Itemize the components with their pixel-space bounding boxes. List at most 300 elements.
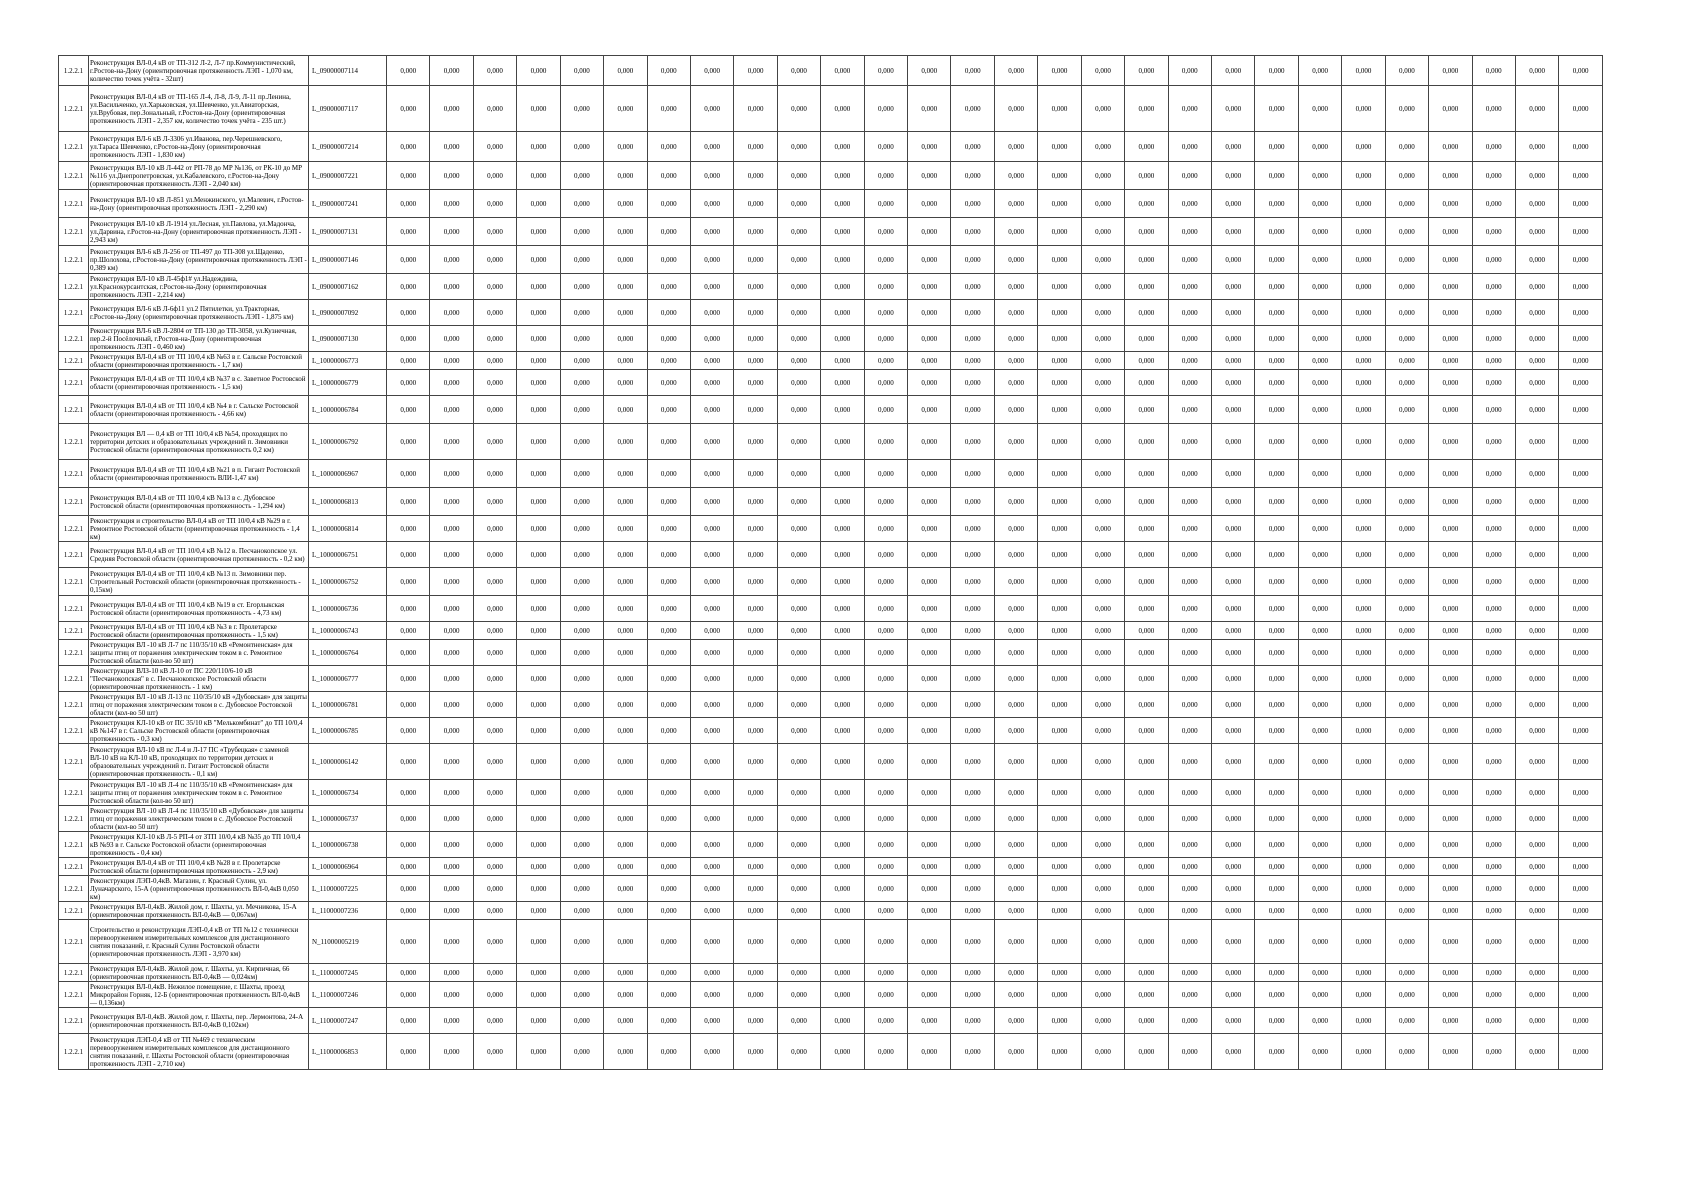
- value-cell: 0,000: [1125, 132, 1168, 162]
- value-cell: 0,000: [1081, 876, 1124, 902]
- value-cell: 0,000: [777, 568, 820, 596]
- value-cell: 0,000: [387, 718, 430, 744]
- value-cell: 0,000: [1298, 246, 1341, 274]
- value-cell: 0,000: [864, 1008, 907, 1034]
- value-cell: 0,000: [560, 666, 603, 692]
- value-cell: 0,000: [1255, 370, 1298, 396]
- value-cell: 0,000: [908, 964, 951, 982]
- value-cell: 0,000: [908, 640, 951, 666]
- value-cell: 0,000: [560, 568, 603, 596]
- value-cell: 0,000: [1342, 832, 1385, 858]
- value-cell: 0,000: [517, 370, 560, 396]
- table-row: [59, 246, 1603, 274]
- value-cell: 0,000: [734, 542, 777, 568]
- value-cell: 0,000: [821, 780, 864, 806]
- value-cell: 0,000: [1385, 396, 1428, 424]
- value-cell: 0,000: [1081, 964, 1124, 982]
- value-cell: 0,000: [1255, 300, 1298, 326]
- value-cell: 0,000: [560, 780, 603, 806]
- value-cell: 0,000: [387, 622, 430, 640]
- value-cell: 0,000: [1429, 806, 1472, 832]
- value-cell: 0,000: [1342, 596, 1385, 622]
- value-cell: 0,000: [560, 274, 603, 300]
- value-cell: 0,000: [951, 876, 994, 902]
- value-cell: 0,000: [1429, 516, 1472, 542]
- value-cell: 0,000: [951, 902, 994, 920]
- value-cell: 0,000: [387, 370, 430, 396]
- value-cell: 0,000: [387, 920, 430, 964]
- table-row: [59, 780, 1603, 806]
- value-cell: 0,000: [951, 920, 994, 964]
- value-cell: 0,000: [604, 246, 647, 274]
- value-cell: 0,000: [647, 780, 690, 806]
- value-cell: 0,000: [1342, 424, 1385, 460]
- value-cell: 0,000: [734, 622, 777, 640]
- value-cell: 0,000: [1515, 246, 1558, 274]
- value-cell: 0,000: [1168, 832, 1211, 858]
- value-cell: 0,000: [777, 300, 820, 326]
- value-cell: 0,000: [473, 326, 516, 352]
- value-cell: 0,000: [951, 274, 994, 300]
- project-code-cell: L_10000006751: [309, 542, 387, 568]
- value-cell: 0,000: [1038, 246, 1081, 274]
- value-cell: 0,000: [604, 1008, 647, 1034]
- value-cell: 0,000: [473, 982, 516, 1008]
- value-cell: 0,000: [994, 352, 1037, 370]
- value-cell: 0,000: [473, 780, 516, 806]
- value-cell: 0,000: [908, 744, 951, 780]
- value-cell: 0,000: [1472, 424, 1515, 460]
- value-cell: 0,000: [1081, 396, 1124, 424]
- value-cell: 0,000: [1168, 246, 1211, 274]
- value-cell: 0,000: [517, 132, 560, 162]
- value-cell: 0,000: [1255, 806, 1298, 832]
- value-cell: 0,000: [994, 190, 1037, 218]
- value-cell: 0,000: [517, 162, 560, 190]
- value-cell: 0,000: [777, 982, 820, 1008]
- value-cell: 0,000: [517, 326, 560, 352]
- value-cell: 0,000: [387, 1034, 430, 1070]
- value-cell: 0,000: [1255, 692, 1298, 718]
- value-cell: 0,000: [734, 516, 777, 542]
- value-cell: 0,000: [647, 1008, 690, 1034]
- value-cell: 0,000: [1342, 640, 1385, 666]
- value-cell: 0,000: [560, 622, 603, 640]
- value-cell: 0,000: [821, 246, 864, 274]
- value-cell: 0,000: [908, 596, 951, 622]
- table-row: [59, 718, 1603, 744]
- value-cell: 0,000: [1559, 858, 1602, 876]
- value-cell: 0,000: [1342, 1008, 1385, 1034]
- table-row: [59, 190, 1603, 218]
- project-code-cell: L_09000007117: [309, 86, 387, 132]
- value-cell: 0,000: [1081, 640, 1124, 666]
- value-cell: 0,000: [387, 832, 430, 858]
- value-cell: 0,000: [647, 56, 690, 86]
- value-cell: 0,000: [1081, 56, 1124, 86]
- value-cell: 0,000: [1429, 460, 1472, 488]
- value-cell: 0,000: [1559, 832, 1602, 858]
- row-index-cell: 1.2.2.1: [59, 1034, 89, 1070]
- row-index-cell: 1.2.2.1: [59, 806, 89, 832]
- value-cell: 0,000: [1429, 640, 1472, 666]
- table-row: [59, 1034, 1603, 1070]
- value-cell: 0,000: [1472, 622, 1515, 640]
- value-cell: 0,000: [1342, 982, 1385, 1008]
- value-cell: 0,000: [1559, 300, 1602, 326]
- value-cell: 0,000: [387, 666, 430, 692]
- value-cell: 0,000: [864, 542, 907, 568]
- value-cell: 0,000: [951, 1034, 994, 1070]
- value-cell: 0,000: [734, 190, 777, 218]
- value-cell: 0,000: [1342, 246, 1385, 274]
- value-cell: 0,000: [387, 352, 430, 370]
- value-cell: 0,000: [951, 692, 994, 718]
- value-cell: 0,000: [1298, 56, 1341, 86]
- value-cell: 0,000: [1255, 132, 1298, 162]
- value-cell: 0,000: [517, 718, 560, 744]
- value-cell: 0,000: [864, 424, 907, 460]
- value-cell: 0,000: [994, 86, 1037, 132]
- table-row: [59, 86, 1603, 132]
- table-row: [59, 488, 1603, 516]
- table-row: [59, 806, 1603, 832]
- value-cell: 0,000: [1168, 640, 1211, 666]
- value-cell: 0,000: [387, 246, 430, 274]
- value-cell: 0,000: [1559, 86, 1602, 132]
- value-cell: 0,000: [1472, 274, 1515, 300]
- project-code-cell: L_10000006773: [309, 352, 387, 370]
- value-cell: 0,000: [473, 692, 516, 718]
- value-cell: 0,000: [1429, 488, 1472, 516]
- value-cell: 0,000: [1515, 56, 1558, 86]
- value-cell: 0,000: [1038, 132, 1081, 162]
- value-cell: 0,000: [1472, 542, 1515, 568]
- value-cell: 0,000: [1255, 1034, 1298, 1070]
- value-cell: 0,000: [387, 858, 430, 876]
- value-cell: 0,000: [777, 516, 820, 542]
- value-cell: 0,000: [951, 326, 994, 352]
- value-cell: 0,000: [1385, 666, 1428, 692]
- value-cell: 0,000: [1472, 692, 1515, 718]
- value-cell: 0,000: [560, 596, 603, 622]
- value-cell: 0,000: [994, 542, 1037, 568]
- value-cell: 0,000: [1168, 876, 1211, 902]
- value-cell: 0,000: [1385, 132, 1428, 162]
- value-cell: 0,000: [864, 780, 907, 806]
- value-cell: 0,000: [1559, 1008, 1602, 1034]
- value-cell: 0,000: [430, 132, 473, 162]
- value-cell: 0,000: [1212, 596, 1255, 622]
- value-cell: 0,000: [1472, 132, 1515, 162]
- value-cell: 0,000: [1255, 920, 1298, 964]
- value-cell: 0,000: [690, 718, 733, 744]
- value-cell: 0,000: [777, 832, 820, 858]
- value-cell: 0,000: [908, 218, 951, 246]
- value-cell: 0,000: [734, 424, 777, 460]
- value-cell: 0,000: [994, 1008, 1037, 1034]
- value-cell: 0,000: [1168, 326, 1211, 352]
- value-cell: 0,000: [690, 692, 733, 718]
- value-cell: 0,000: [864, 56, 907, 86]
- value-cell: 0,000: [1212, 542, 1255, 568]
- project-description-cell: Реконструкция ВЛ-0,4 кВ от ТП-312 Л-2, Л-7 пр.Коммунистический, г.Ростов-на-Дону (ориентировочная протяженность ЛЭП - 1,070 км, количество точек учёта - 32шт): [89, 56, 309, 86]
- value-cell: 0,000: [1429, 1008, 1472, 1034]
- value-cell: 0,000: [777, 132, 820, 162]
- value-cell: 0,000: [604, 218, 647, 246]
- value-cell: 0,000: [1212, 876, 1255, 902]
- value-cell: 0,000: [1255, 488, 1298, 516]
- value-cell: 0,000: [1125, 542, 1168, 568]
- value-cell: 0,000: [1385, 190, 1428, 218]
- value-cell: 0,000: [1081, 300, 1124, 326]
- value-cell: 0,000: [1168, 568, 1211, 596]
- value-cell: 0,000: [1515, 218, 1558, 246]
- value-cell: 0,000: [1472, 920, 1515, 964]
- value-cell: 0,000: [430, 718, 473, 744]
- value-cell: 0,000: [1559, 352, 1602, 370]
- value-cell: 0,000: [517, 218, 560, 246]
- row-index-cell: 1.2.2.1: [59, 858, 89, 876]
- value-cell: 0,000: [1168, 460, 1211, 488]
- value-cell: 0,000: [1515, 964, 1558, 982]
- value-cell: 0,000: [908, 920, 951, 964]
- value-cell: 0,000: [517, 300, 560, 326]
- value-cell: 0,000: [1125, 596, 1168, 622]
- value-cell: 0,000: [1081, 424, 1124, 460]
- value-cell: 0,000: [1038, 902, 1081, 920]
- value-cell: 0,000: [690, 596, 733, 622]
- value-cell: 0,000: [777, 718, 820, 744]
- value-cell: 0,000: [1038, 1034, 1081, 1070]
- value-cell: 0,000: [1342, 964, 1385, 982]
- value-cell: 0,000: [1168, 56, 1211, 86]
- value-cell: 0,000: [1212, 396, 1255, 424]
- value-cell: 0,000: [1168, 190, 1211, 218]
- value-cell: 0,000: [1385, 568, 1428, 596]
- value-cell: 0,000: [1212, 780, 1255, 806]
- project-code-cell: L_09000007114: [309, 56, 387, 86]
- value-cell: 0,000: [1212, 326, 1255, 352]
- value-cell: 0,000: [821, 858, 864, 876]
- value-cell: 0,000: [994, 832, 1037, 858]
- project-code-cell: L_10000006781: [309, 692, 387, 718]
- value-cell: 0,000: [821, 516, 864, 542]
- project-description-cell: Реконструкция ВЛ-0,4 кВ от ТП 10/0,4 кВ №21 в п. Гигант Ростовской области (ориентировочная протяженность ВЛИ-1,47 км): [89, 460, 309, 488]
- value-cell: 0,000: [647, 274, 690, 300]
- project-description-cell: Реконструкция ЛЭП-0,4кВ. Магазин, г. Красный Сулин, ул. Луначарского, 15-А (ориентировочная протяженность ВЛ-0,4кВ 0,050 км): [89, 876, 309, 902]
- value-cell: 0,000: [1298, 424, 1341, 460]
- value-cell: 0,000: [777, 744, 820, 780]
- value-cell: 0,000: [387, 806, 430, 832]
- value-cell: 0,000: [864, 640, 907, 666]
- value-cell: 0,000: [1515, 832, 1558, 858]
- value-cell: 0,000: [1255, 596, 1298, 622]
- project-description-cell: Реконструкция ВЛ-0,4кВ. Нежилое помещение, г. Шахты, проезд Микрорайон Горняк, 12-Б (ориентировочная протяженность ВЛ-0,4кВ — 0,136км): [89, 982, 309, 1008]
- table-row: [59, 460, 1603, 488]
- value-cell: 0,000: [1081, 488, 1124, 516]
- value-cell: 0,000: [387, 596, 430, 622]
- value-cell: 0,000: [1212, 1034, 1255, 1070]
- project-code-cell: L_10000006736: [309, 596, 387, 622]
- value-cell: 0,000: [1298, 162, 1341, 190]
- value-cell: 0,000: [734, 352, 777, 370]
- value-cell: 0,000: [560, 396, 603, 424]
- value-cell: 0,000: [908, 488, 951, 516]
- row-index-cell: 1.2.2.1: [59, 488, 89, 516]
- value-cell: 0,000: [1429, 902, 1472, 920]
- table-row: [59, 396, 1603, 424]
- table-row: [59, 982, 1603, 1008]
- value-cell: 0,000: [1559, 666, 1602, 692]
- value-cell: 0,000: [430, 982, 473, 1008]
- value-cell: 0,000: [1559, 640, 1602, 666]
- value-cell: 0,000: [951, 744, 994, 780]
- value-cell: 0,000: [994, 516, 1037, 542]
- row-index-cell: 1.2.2.1: [59, 982, 89, 1008]
- value-cell: 0,000: [1298, 744, 1341, 780]
- value-cell: 0,000: [821, 218, 864, 246]
- value-cell: 0,000: [1515, 920, 1558, 964]
- table-row: [59, 56, 1603, 86]
- value-cell: 0,000: [387, 568, 430, 596]
- value-cell: 0,000: [1125, 246, 1168, 274]
- value-cell: 0,000: [1125, 488, 1168, 516]
- row-index-cell: 1.2.2.1: [59, 640, 89, 666]
- row-index-cell: 1.2.2.1: [59, 56, 89, 86]
- value-cell: 0,000: [560, 542, 603, 568]
- value-cell: 0,000: [1515, 370, 1558, 396]
- value-cell: 0,000: [864, 1034, 907, 1070]
- value-cell: 0,000: [864, 162, 907, 190]
- value-cell: 0,000: [821, 488, 864, 516]
- value-cell: 0,000: [1125, 162, 1168, 190]
- row-index-cell: 1.2.2.1: [59, 542, 89, 568]
- value-cell: 0,000: [1298, 1034, 1341, 1070]
- value-cell: 0,000: [908, 692, 951, 718]
- value-cell: 0,000: [1385, 274, 1428, 300]
- value-cell: 0,000: [387, 326, 430, 352]
- value-cell: 0,000: [1429, 964, 1472, 982]
- value-cell: 0,000: [430, 326, 473, 352]
- value-cell: 0,000: [864, 858, 907, 876]
- value-cell: 0,000: [690, 806, 733, 832]
- value-cell: 0,000: [647, 640, 690, 666]
- value-cell: 0,000: [647, 832, 690, 858]
- value-cell: 0,000: [1472, 352, 1515, 370]
- project-code-cell: L_10000006792: [309, 424, 387, 460]
- value-cell: 0,000: [908, 460, 951, 488]
- value-cell: 0,000: [1255, 622, 1298, 640]
- value-cell: 0,000: [517, 876, 560, 902]
- value-cell: 0,000: [994, 326, 1037, 352]
- value-cell: 0,000: [560, 352, 603, 370]
- value-cell: 0,000: [1168, 86, 1211, 132]
- value-cell: 0,000: [734, 56, 777, 86]
- value-cell: 0,000: [647, 326, 690, 352]
- value-cell: 0,000: [430, 858, 473, 876]
- value-cell: 0,000: [864, 190, 907, 218]
- value-cell: 0,000: [690, 352, 733, 370]
- value-cell: 0,000: [560, 326, 603, 352]
- value-cell: 0,000: [908, 56, 951, 86]
- value-cell: 0,000: [690, 1034, 733, 1070]
- value-cell: 0,000: [1298, 640, 1341, 666]
- value-cell: 0,000: [864, 568, 907, 596]
- value-cell: 0,000: [1038, 352, 1081, 370]
- value-cell: 0,000: [864, 516, 907, 542]
- value-cell: 0,000: [690, 56, 733, 86]
- value-cell: 0,000: [1385, 596, 1428, 622]
- value-cell: 0,000: [1255, 190, 1298, 218]
- value-cell: 0,000: [1298, 396, 1341, 424]
- value-cell: 0,000: [1298, 718, 1341, 744]
- table-row: [59, 326, 1603, 352]
- value-cell: 0,000: [994, 596, 1037, 622]
- value-cell: 0,000: [690, 640, 733, 666]
- value-cell: 0,000: [864, 744, 907, 780]
- value-cell: 0,000: [1168, 666, 1211, 692]
- value-cell: 0,000: [1212, 274, 1255, 300]
- value-cell: 0,000: [951, 300, 994, 326]
- row-index-cell: 1.2.2.1: [59, 780, 89, 806]
- value-cell: 0,000: [473, 396, 516, 424]
- value-cell: 0,000: [690, 780, 733, 806]
- value-cell: 0,000: [560, 132, 603, 162]
- value-cell: 0,000: [994, 876, 1037, 902]
- value-cell: 0,000: [1472, 1034, 1515, 1070]
- value-cell: 0,000: [1515, 460, 1558, 488]
- project-code-cell: L_10000006813: [309, 488, 387, 516]
- value-cell: 0,000: [1559, 622, 1602, 640]
- table-row: [59, 666, 1603, 692]
- value-cell: 0,000: [1038, 326, 1081, 352]
- project-description-cell: Реконструкция ВЛ -10 кВ Л-4 пс 110/35/10 кВ «Дубовская» для защиты птиц от поражения электрическим током в с. Дубовское Ростовской области (кол-во 50 шт): [89, 806, 309, 832]
- value-cell: 0,000: [864, 300, 907, 326]
- value-cell: 0,000: [1212, 622, 1255, 640]
- value-cell: 0,000: [1342, 488, 1385, 516]
- value-cell: 0,000: [1255, 542, 1298, 568]
- value-cell: 0,000: [1081, 858, 1124, 876]
- value-cell: 0,000: [1298, 568, 1341, 596]
- value-cell: 0,000: [1515, 396, 1558, 424]
- project-code-cell: L_09000007221: [309, 162, 387, 190]
- value-cell: 0,000: [1038, 424, 1081, 460]
- value-cell: 0,000: [1255, 162, 1298, 190]
- value-cell: 0,000: [430, 1034, 473, 1070]
- value-cell: 0,000: [1342, 858, 1385, 876]
- value-cell: 0,000: [1515, 488, 1558, 516]
- value-cell: 0,000: [777, 596, 820, 622]
- value-cell: 0,000: [734, 1008, 777, 1034]
- value-cell: 0,000: [1429, 832, 1472, 858]
- value-cell: 0,000: [1515, 542, 1558, 568]
- value-cell: 0,000: [1472, 1008, 1515, 1034]
- value-cell: 0,000: [1125, 460, 1168, 488]
- project-description-cell: Реконструкция ВЛ-10 кВ Л-442 от РП-78 до МР №136, от РК-10 до МР №116 ул.Днепропетровская, ул.Кабалевского, г.Ростов-на-Дону (ориентировочная протяженность ЛЭП - 2,040 км): [89, 162, 309, 190]
- value-cell: 0,000: [604, 274, 647, 300]
- value-cell: 0,000: [908, 132, 951, 162]
- row-index-cell: 1.2.2.1: [59, 460, 89, 488]
- value-cell: 0,000: [1429, 858, 1472, 876]
- value-cell: 0,000: [517, 982, 560, 1008]
- value-cell: 0,000: [1559, 876, 1602, 902]
- value-cell: 0,000: [387, 56, 430, 86]
- value-cell: 0,000: [1559, 964, 1602, 982]
- value-cell: 0,000: [777, 56, 820, 86]
- value-cell: 0,000: [1038, 568, 1081, 596]
- value-cell: 0,000: [387, 300, 430, 326]
